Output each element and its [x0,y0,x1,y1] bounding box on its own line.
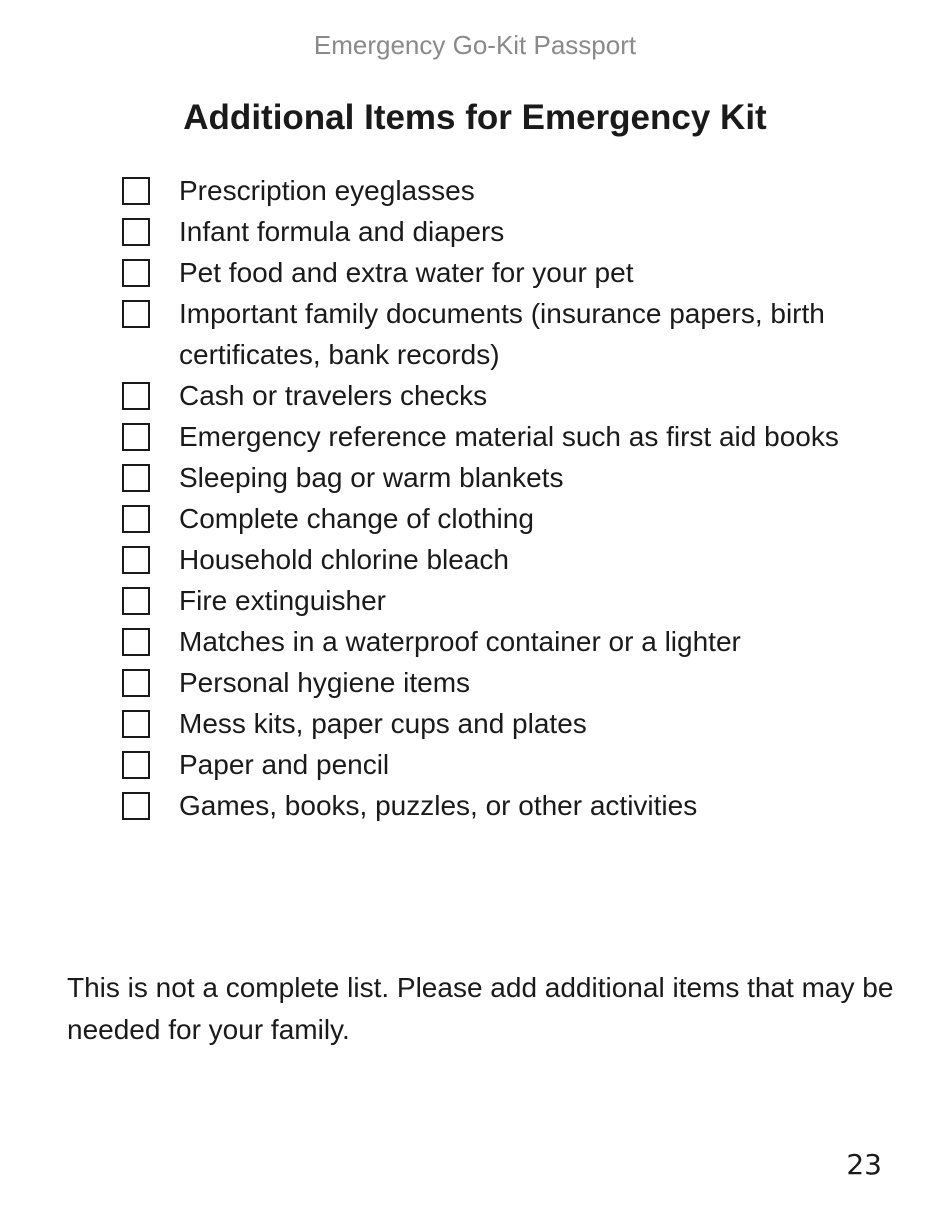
checkbox[interactable] [122,751,150,779]
checkbox[interactable] [122,218,150,246]
checkbox[interactable] [122,464,150,492]
checklist-item-label: Complete change of clothing [179,503,534,534]
checkbox[interactable] [122,669,150,697]
checklist-item [122,662,842,703]
checkbox[interactable] [122,628,150,656]
checklist-item-label: Household chlorine bleach [179,544,509,575]
checklist-item-label: Paper and pencil [179,749,390,780]
checklist-item [122,375,842,416]
checklist-item [122,539,842,580]
checklist-item-label: Personal hygiene items [179,667,471,698]
checklist-item [122,211,842,252]
checklist-item-label: Emergency reference material such as first aid books [179,421,839,452]
checkbox[interactable] [122,505,150,533]
checklist-item [122,293,842,375]
checklist-item [122,621,842,662]
checkbox[interactable] [122,382,150,410]
checklist-item [122,744,842,785]
checkbox[interactable] [122,792,150,820]
checklist-item-label: Games, books, puzzles, or other activities [179,790,698,821]
page-title: Additional Items for Emergency Kit [183,98,767,137]
checklist-item [122,580,842,621]
checkbox[interactable] [122,300,150,328]
checkbox[interactable] [122,546,150,574]
checklist-item [122,457,842,498]
checkbox[interactable] [122,177,150,205]
checkbox[interactable] [122,710,150,738]
checklist-item [122,252,842,293]
checklist-item [122,416,842,457]
checklist-item-label: Mess kits, paper cups and plates [179,708,587,739]
emergency-kit-checklist [122,170,842,826]
checklist-item-label: Sleeping bag or warm blankets [179,462,564,493]
checklist-item-label: Prescription eyeglasses [179,175,475,206]
checklist-item-label: Important family documents (insurance papers, birth certificates, bank records) [179,298,825,370]
checkbox[interactable] [122,259,150,287]
checklist-item-label: Matches in a waterproof container or a lighter [179,626,741,657]
checklist-item-label: Fire extinguisher [179,585,386,616]
page-number: 23 [846,1148,882,1181]
checklist-item-label: Infant formula and diapers [179,216,505,247]
checklist-item-label: Cash or travelers checks [179,380,488,411]
disclaimer-note: This is not a complete list. Please add additional items that may be needed for your family. [67,972,894,1045]
checkbox[interactable] [122,587,150,615]
checklist-item [122,785,842,826]
checklist-item [122,170,842,211]
checklist-item [122,498,842,539]
checklist-item-label: Pet food and extra water for your pet [179,257,634,288]
checkbox[interactable] [122,423,150,451]
checklist-item [122,703,842,744]
running-header: Emergency Go-Kit Passport [313,30,637,60]
